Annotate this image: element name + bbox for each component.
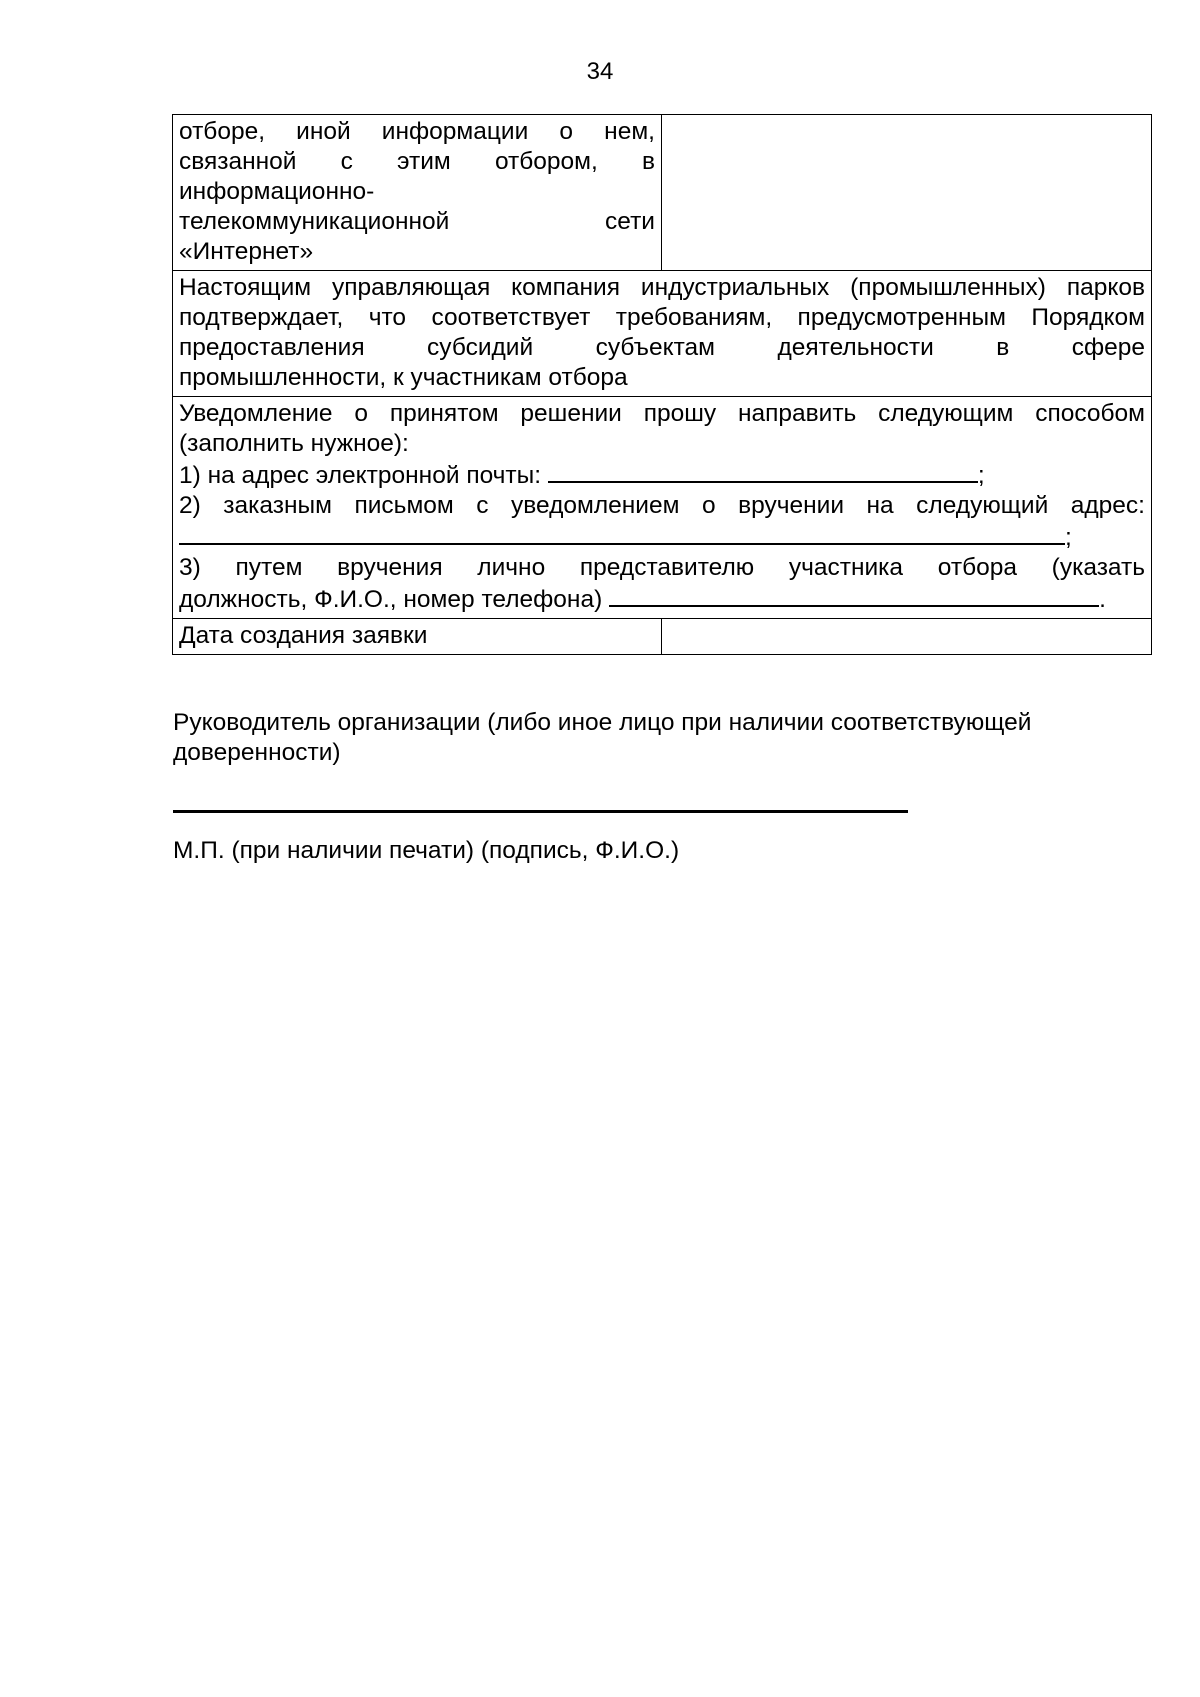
option-email [179, 459, 1145, 491]
option-handover-label: должность, Ф.И.О., номер телефона) [179, 586, 603, 613]
signatory-line-1: Руководитель организации (либо иное лицо при наличии соответствующей [173, 709, 1032, 736]
option-mail-label: 2) заказным письмом с уведомлением о вручении на следующий адрес: [179, 492, 1145, 519]
table-row-notification [173, 397, 1152, 619]
option-mail-address [179, 521, 1145, 553]
consent-line-2: связанной с этим отбором, в [179, 148, 655, 175]
consent-text-cell [173, 115, 662, 271]
signatory-caption [173, 708, 1151, 768]
option-handover-line-2 [179, 583, 1145, 615]
seal-caption: М.П. (при наличии печати) (подпись, Ф.И.О.) [173, 837, 680, 864]
page-number: 34 [586, 58, 614, 85]
table-row-date [173, 619, 1152, 655]
confirmation-line-1: Настоящим управляющая компания индустриальных (промышленных) парков [179, 274, 1145, 301]
notification-cell [173, 397, 1152, 619]
option-email-end: ; [977, 462, 985, 489]
option-email-label: 1) на адрес электронной почты: [179, 462, 542, 489]
confirmation-line-3: предоставления субсидий субъектам деятельности в сфере [179, 334, 1145, 361]
notification-line-2: (заполнить нужное): [179, 430, 409, 457]
representative-blank-field[interactable] [609, 583, 1099, 607]
option-mail-end: ; [1065, 524, 1072, 551]
date-label-cell: Дата создания заявки [173, 619, 662, 655]
consent-line-5: «Интернет» [179, 238, 314, 265]
signatory-line-2: доверенности) [173, 739, 341, 766]
table-row-confirmation [173, 271, 1152, 397]
consent-line-3: информационно- [179, 178, 375, 205]
table-row-publication-consent [173, 115, 1152, 271]
consent-value-cell[interactable] [662, 115, 1152, 271]
date-value-cell[interactable] [662, 619, 1152, 655]
option-handover-line-1: 3) путем вручения лично представителю участника отбора (указать [179, 554, 1145, 581]
option-handover-end: . [1099, 586, 1106, 613]
application-form-table [172, 114, 1152, 655]
consent-line-1: отборе, иной информации о нем, [179, 118, 655, 145]
mail-address-blank-field[interactable] [179, 521, 1065, 545]
notification-line-1: Уведомление о принятом решении прошу направить следующим способом [179, 400, 1145, 427]
confirmation-cell [173, 271, 1152, 397]
email-blank-field[interactable] [548, 459, 978, 483]
confirmation-line-2: подтверждает, что соответствует требованиям, предусмотренным Порядком [179, 304, 1145, 331]
confirmation-line-4: промышленности, к участникам отбора [179, 364, 628, 391]
consent-line-4: телекоммуникационной сети [179, 208, 655, 235]
signature-line[interactable] [173, 810, 908, 813]
